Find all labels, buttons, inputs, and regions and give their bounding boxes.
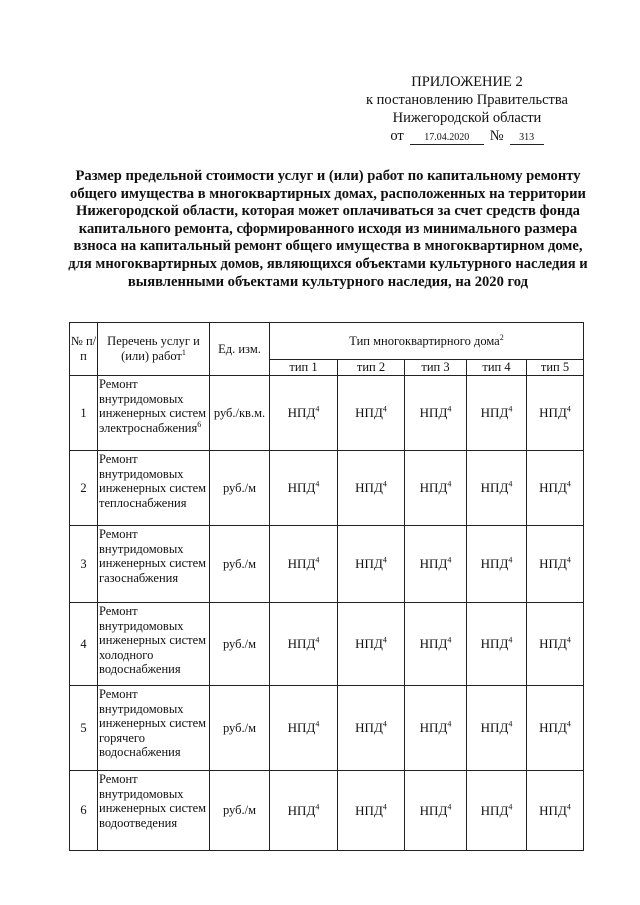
row-number: 3 (70, 526, 98, 603)
value-footnote: 4 (382, 555, 387, 565)
value-footnote: 4 (315, 555, 320, 565)
header-types-text: Тип многоквартирного дома (349, 333, 500, 348)
value-footnote: 4 (508, 719, 513, 729)
value-footnote: 4 (382, 404, 387, 414)
header-service (98, 323, 210, 376)
row-value-type-3 (405, 526, 467, 603)
document-title: Размер предельной стоимости услуг и (или) работ по капитальному ремонту общего имущества в многоквартирных домах, расположенных на территории Нижегородской области, которая может оплачиваться за счет средств фонда капитального ремонта, сформированного исходя из минимального размера взноса на капитальный ремонт общего имущества в многоквартирном доме, для многоквартирных домов, являющихся объектами культурного наследия и выявленными объектами культурного наследия, на 2020 год (68, 168, 588, 290)
value-footnote: 4 (315, 479, 320, 489)
header-type-1: тип 1 (270, 360, 338, 376)
table-row (70, 376, 584, 451)
value-text: НПД (539, 405, 567, 420)
row-service (98, 451, 210, 526)
row-value-type-4 (467, 376, 527, 451)
row-value-type-2 (338, 686, 405, 771)
annex-header (352, 73, 582, 145)
row-value-type-2 (338, 603, 405, 686)
row-unit: руб./м (210, 526, 270, 603)
value-footnote: 4 (447, 719, 452, 729)
annex-title: ПРИЛОЖЕНИЕ 2 (411, 74, 523, 90)
row-value-type-2 (338, 771, 405, 851)
value-text: НПД (480, 405, 509, 420)
value-footnote: 4 (508, 404, 513, 414)
value-footnote: 4 (382, 719, 387, 729)
row-service-footnote: 6 (197, 419, 202, 429)
header-types-footnote: 2 (499, 332, 504, 342)
row-number: 6 (70, 771, 98, 851)
value-footnote: 4 (447, 635, 452, 645)
row-value-type-2 (338, 451, 405, 526)
value-text: НПД (419, 480, 448, 495)
header-type-5: тип 5 (527, 360, 584, 376)
row-unit: руб./м (210, 771, 270, 851)
table-row (70, 686, 584, 771)
row-value-type-3 (405, 451, 467, 526)
value-text: НПД (355, 802, 383, 818)
row-value-type-1 (270, 686, 338, 771)
row-value-type-4 (467, 526, 527, 603)
value-footnote: 4 (315, 404, 320, 414)
row-service-text: Ремонт внутридомовых инженерных систем холодного водоснабжения (99, 604, 207, 677)
value-text: НПД (419, 802, 448, 818)
value-footnote: 4 (508, 555, 513, 565)
annex-reference (352, 127, 582, 145)
row-value-type-1 (270, 526, 338, 603)
value-footnote: 4 (447, 404, 452, 414)
value-text: НПД (539, 636, 567, 651)
value-text: НПД (419, 405, 448, 420)
header-type-4: тип 4 (467, 360, 527, 376)
value-text: НПД (419, 556, 448, 571)
value-footnote: 4 (315, 719, 320, 729)
header-type-2: тип 2 (338, 360, 405, 376)
value-footnote: 4 (566, 555, 571, 565)
row-service-text: Ремонт внутридомовых инженерных систем теплоснабжения (99, 452, 207, 510)
row-value-type-5 (527, 376, 584, 451)
header-unit: Ед. изм. (210, 323, 270, 376)
value-text: НПД (287, 802, 316, 818)
row-value-type-3 (405, 771, 467, 851)
value-footnote: 4 (447, 555, 452, 565)
row-service-text: Ремонт внутридомовых инженерных систем водоотведения (99, 772, 207, 830)
row-number: 4 (70, 603, 98, 686)
value-text: НПД (287, 556, 316, 571)
value-footnote: 4 (508, 479, 513, 489)
annex-line-region: Нижегородской области (392, 110, 542, 126)
value-text: НПД (539, 556, 567, 571)
number-label: № (489, 128, 504, 144)
row-value-type-2 (338, 376, 405, 451)
value-text: НПД (480, 556, 509, 571)
row-value-type-3 (405, 376, 467, 451)
row-value-type-5 (527, 526, 584, 603)
row-service-text: Ремонт внутридомовых инженерных систем электроснабжения (99, 377, 207, 435)
row-value-type-4 (467, 603, 527, 686)
value-text: НПД (355, 636, 383, 651)
row-value-type-1 (270, 376, 338, 451)
value-footnote: 4 (315, 635, 320, 645)
value-text: НПД (539, 480, 567, 495)
row-value-type-4 (467, 451, 527, 526)
row-service (98, 376, 210, 451)
row-unit: руб./м (210, 451, 270, 526)
value-text: НПД (355, 720, 383, 735)
row-number: 2 (70, 451, 98, 526)
header-service-text: Перечень услуг и (или) работ (107, 334, 200, 363)
row-value-type-5 (527, 451, 584, 526)
value-text: НПД (355, 480, 383, 495)
value-footnote: 4 (447, 479, 452, 489)
row-value-type-4 (467, 771, 527, 851)
value-text: НПД (539, 802, 567, 818)
row-value-type-5 (527, 686, 584, 771)
table-row (70, 451, 584, 526)
value-text: НПД (287, 480, 316, 495)
value-text: НПД (355, 556, 383, 571)
value-footnote: 4 (566, 635, 571, 645)
table-row (70, 771, 584, 851)
value-footnote: 4 (508, 635, 513, 645)
value-footnote: 4 (382, 802, 387, 812)
value-footnote: 4 (315, 802, 320, 812)
value-text: НПД (480, 636, 509, 651)
row-value-type-5 (527, 603, 584, 686)
annex-line-resolution: к постановлению Правительства (366, 92, 568, 108)
value-text: НПД (287, 636, 316, 651)
value-footnote: 4 (447, 802, 452, 812)
row-unit: руб./м (210, 603, 270, 686)
header-num: № п/п (70, 323, 98, 376)
value-footnote: 4 (566, 479, 571, 489)
row-number: 5 (70, 686, 98, 771)
row-value-type-1 (270, 603, 338, 686)
value-text: НПД (480, 802, 509, 818)
value-text: НПД (355, 405, 383, 420)
value-footnote: 4 (566, 404, 571, 414)
row-value-type-1 (270, 771, 338, 851)
row-service-text: Ремонт внутридомовых инженерных систем горячего водоснабжения (99, 687, 207, 760)
header-type-3: тип 3 (405, 360, 467, 376)
row-unit: руб./кв.м. (210, 376, 270, 451)
header-service-footnote: 1 (181, 347, 186, 357)
resolution-date: 17.04.2020 (410, 132, 484, 145)
row-service-text: Ремонт внутридомовых инженерных систем газоснабжения (99, 527, 207, 585)
row-unit: руб./м (210, 686, 270, 771)
row-service (98, 771, 210, 851)
value-footnote: 4 (382, 479, 387, 489)
row-value-type-2 (338, 526, 405, 603)
row-value-type-1 (270, 451, 338, 526)
value-text: НПД (480, 480, 509, 495)
rates-table (69, 322, 584, 851)
value-text: НПД (419, 636, 448, 651)
value-footnote: 4 (508, 802, 513, 812)
value-footnote: 4 (382, 635, 387, 645)
row-number: 1 (70, 376, 98, 451)
resolution-number: 313 (510, 132, 544, 145)
row-value-type-5 (527, 771, 584, 851)
value-footnote: 4 (566, 719, 571, 729)
row-value-type-3 (405, 686, 467, 771)
value-footnote: 4 (566, 802, 571, 812)
row-value-type-3 (405, 603, 467, 686)
value-text: НПД (539, 720, 567, 735)
value-text: НПД (480, 720, 509, 735)
value-text: НПД (419, 720, 448, 735)
row-service (98, 603, 210, 686)
row-service (98, 526, 210, 603)
from-label: от (390, 128, 404, 144)
row-value-type-4 (467, 686, 527, 771)
row-service (98, 686, 210, 771)
value-text: НПД (287, 720, 316, 735)
value-text: НПД (287, 405, 316, 420)
header-types (270, 323, 584, 360)
table-row (70, 603, 584, 686)
table-row (70, 526, 584, 603)
